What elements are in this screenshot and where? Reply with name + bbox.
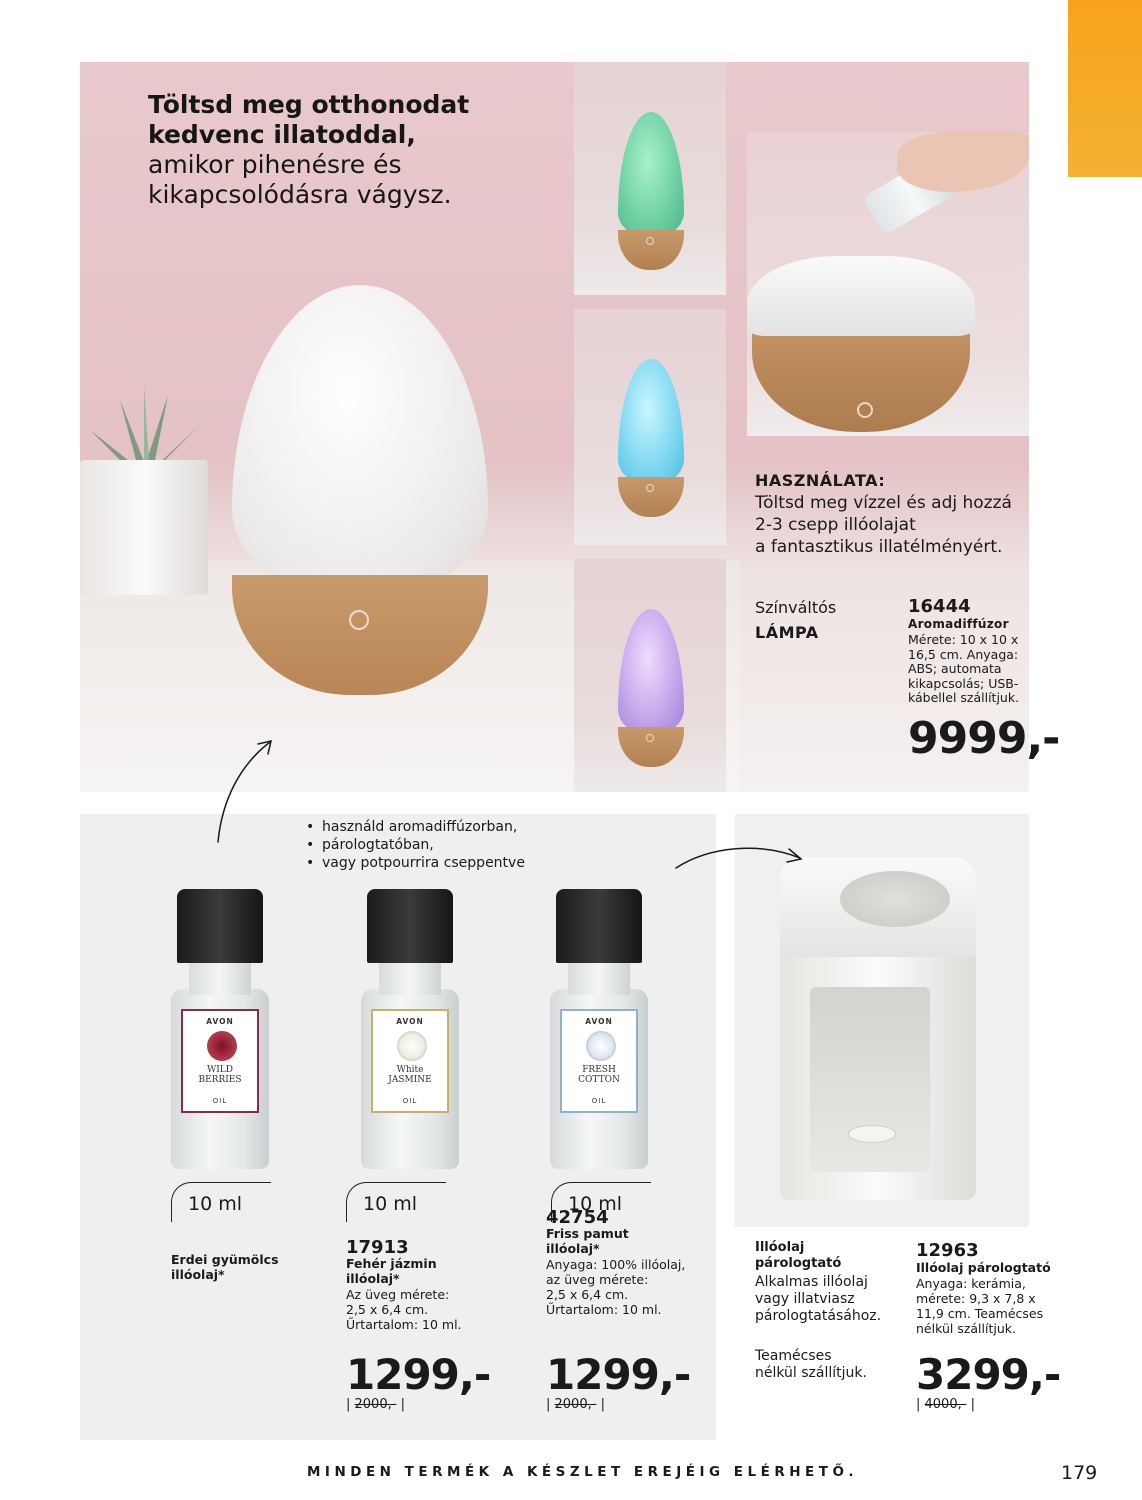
usage-text [755,492,1012,558]
description-line: kábellel szállítjuk. [908,690,1020,705]
old-price: | 2000,- | [546,1397,605,1412]
power-icon [857,402,873,418]
description-line: Anyaga: kerámia, [916,1276,1026,1291]
description-line: 16,5 cm. Anyaga: [908,646,1019,662]
bottle-neck [379,963,441,995]
bullet-item: • vagy potpourrira cseppentve [306,854,525,872]
product-name-line: Friss pamut [546,1226,629,1241]
burner-title-line: Illóolaj [755,1240,805,1255]
description-line: 2,5 x 6,4 cm. [546,1287,629,1302]
diffuser-wood-base [618,230,684,270]
product-name-line: Erdei gyümölcs [171,1252,279,1267]
usage-line: Töltsd meg vízzel és adj hozzá [755,493,1012,513]
product-name-line: illóolaj* [171,1267,225,1282]
bullet-item: • párologtatóban, [306,836,525,854]
description-line: nélkül szállítjuk. [755,1365,867,1381]
usage-line: a fantasztikus illatélményért. [755,537,1003,557]
diffuser-open-top [747,256,975,336]
product-price: 1299,- [546,1350,691,1399]
oil-bottle-wild-berries [171,889,269,1169]
label-name [183,1065,257,1085]
description-line: nélkül szállítjuk. [916,1321,1016,1336]
label-name [373,1065,447,1085]
oil-bottle-fresh-cotton [550,889,648,1169]
burner-description [755,1274,881,1325]
old-price-value: 2000,- [554,1397,597,1412]
burner-note [755,1348,867,1382]
label-name-line: JASMINE [388,1075,432,1085]
product-code: 16444 [908,596,971,617]
old-price-value: 2000,- [354,1397,397,1412]
variant-photo-green [574,62,726,295]
bottle-cap [367,889,453,963]
product-name [546,1226,629,1256]
description-line: 2,5 x 6,4 cm. [346,1302,429,1317]
bottle-cap [556,889,642,963]
label-brand: AVON [206,1017,234,1026]
description-line: Űrtartalom: 10 ml. [546,1302,662,1317]
product-code: 42754 [546,1207,609,1228]
label-name [562,1065,636,1085]
product-code: 17913 [346,1237,409,1258]
bottle-cap [177,889,263,963]
diffuser-wood-base [618,727,684,767]
burner-title-line: párologtató [755,1256,842,1271]
usage-title: HASZNÁLATA: [755,471,886,490]
tealight [848,1125,896,1143]
volume-badge: 10 ml [171,1182,271,1222]
lamp-label: Színváltós [755,598,837,617]
description-line: Alkalmas illóolaj [755,1274,868,1290]
description-line: Mérete: 10 x 10 x [908,632,1019,647]
oil-bottle-white-jasmine [361,889,459,1169]
product-name-line: illóolaj* [346,1271,400,1286]
product-name-line: Fehér jázmin [346,1256,437,1271]
description-line: Űrtartalom: 10 ml. [346,1317,462,1332]
label-oil: OIL [591,1097,607,1105]
product-description [916,1276,1043,1336]
pouring-oil-photo [747,132,1029,436]
label-name-line: COTTON [578,1075,620,1085]
description-line: az üveg mérete: [546,1272,649,1287]
hand [897,132,1029,192]
product-price: 1299,- [346,1350,491,1399]
lamp-label-bold: LÁMPA [755,623,819,642]
burner-bowl [840,871,950,927]
volume-badge: 10 ml [551,1182,651,1222]
headline-line: Töltsd meg otthonodat [148,90,470,119]
label-brand: AVON [396,1017,424,1026]
ceramic-burner [780,857,976,1200]
burner-title [755,1240,841,1272]
plant-pot [80,460,208,595]
product-description [908,633,1019,706]
description-line: 11,9 cm. Teamécses [916,1306,1044,1321]
bullet-item: • használd aromadiffúzorban, [306,818,525,836]
product-name: Illóolaj párologtató [916,1260,1051,1275]
cotton-icon [586,1031,616,1061]
description-line: ABS; automata [908,661,1002,676]
volume-badge: 10 ml [346,1182,446,1222]
bottle-label [181,1009,259,1113]
power-icon [646,734,654,742]
bottle-label [560,1009,638,1113]
description-line: kikapcsolás; USB- [908,675,1019,691]
description-line: Teamécses [755,1348,832,1364]
bottle-label [371,1009,449,1113]
usage-line: 2-3 csepp illóolajat [755,515,916,535]
variant-photo-purple [574,559,726,792]
product-name [171,1252,279,1282]
product-description [546,1257,685,1317]
hero-headline-bold [148,90,469,150]
diffuser-cover [618,359,684,484]
hero-headline-regular [148,150,452,210]
product-name [346,1256,437,1286]
description-line: párologtatásához. [755,1308,882,1324]
bottle-neck [568,963,630,995]
headline-line: amikor pihenésre és [148,150,402,179]
product-name: Aromadiffúzor [908,617,1009,631]
variant-photo-blue [574,309,726,545]
old-price-value: 4000,- [924,1397,967,1412]
product-code: 12963 [916,1240,979,1261]
description-line: mérete: 9,3 x 7,8 x [916,1291,1036,1306]
description-line: Az üveg mérete: [346,1287,450,1302]
diffuser-cover [618,609,684,734]
label-oil: OIL [212,1097,228,1105]
product-name-line: illóolaj* [546,1241,600,1256]
label-name-line: White [396,1065,424,1075]
product-price: 3299,- [916,1350,1061,1399]
old-price: | 2000,- | [346,1397,405,1412]
power-icon [646,237,654,245]
corner-tab [1068,0,1142,177]
page-number: 179 [1061,1462,1098,1484]
headline-line: kikapcsolódásra vágysz. [148,180,452,209]
label-oil: OIL [402,1097,418,1105]
diffuser-wood-base [618,477,684,517]
usage-bullets [306,818,525,872]
headline-line: kedvenc illatoddal, [148,120,416,149]
description-line: Anyaga: 100% illóolaj, [546,1257,686,1272]
berries-icon [207,1031,237,1061]
label-name-line: WILD [207,1065,233,1075]
label-name-line: BERRIES [198,1075,242,1085]
jasmine-icon [397,1031,427,1061]
label-brand: AVON [585,1017,613,1026]
product-price: 9999,- [908,713,1060,764]
bottle-neck [189,963,251,995]
footer-note: MINDEN TERMÉK A KÉSZLET EREJÉIG ELÉRHETŐ. [307,1464,859,1480]
description-line: vagy illatviasz [755,1291,855,1307]
label-name-line: FRESH [582,1065,616,1075]
product-description [346,1287,462,1332]
power-icon [349,610,369,630]
power-icon [646,484,654,492]
diffuser-cover [618,112,684,237]
old-price: | 4000,- | [916,1397,975,1412]
burner-opening [810,987,930,1172]
